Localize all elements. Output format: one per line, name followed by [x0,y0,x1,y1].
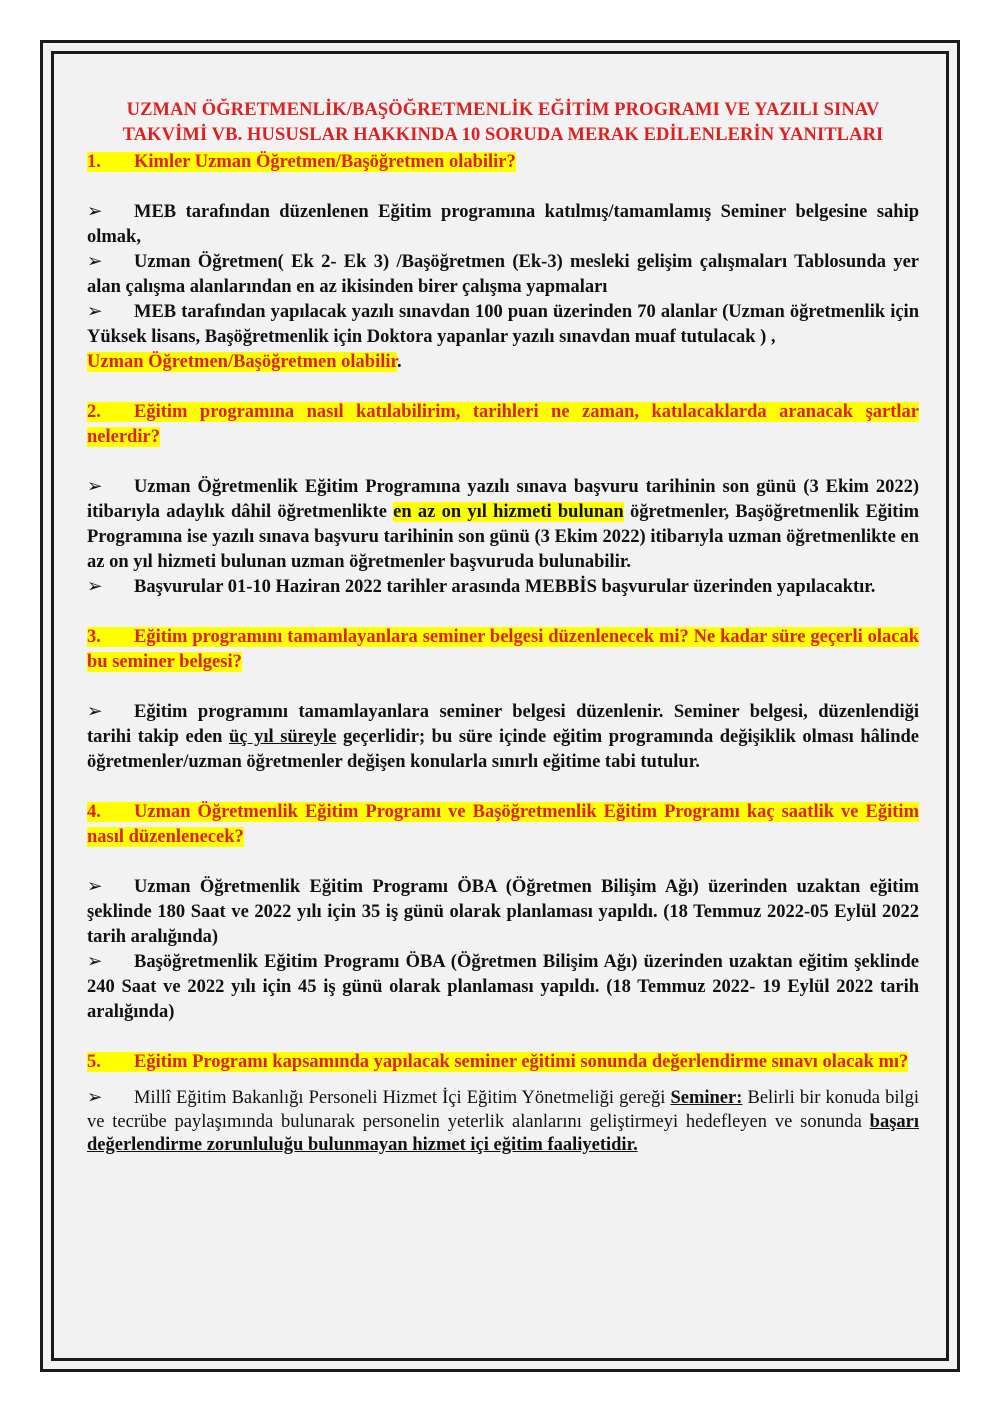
question-text: Uzman Öğretmenlik Eğitim Programı ve Başöğretmenlik Eğitim Programı kaç saatlik ve Eğitim nasıl düzenlenecek? [87,802,919,847]
question-number: 3. [87,627,101,647]
page-border-inner [51,51,949,1361]
question-number: 1. [87,152,101,172]
question-3 [87,625,919,675]
arrow-bullet-icon: ➢ [87,1088,103,1108]
q4-bullet-1: ➢ Uzman Öğretmenlik Eğitim Programı ÖBA (Öğretmen Bilişim Ağı) üzerinden uzaktan eğitim şeklinde 180 Saat ve 2022 yılı için 35 iş günü olarak planlaması yapıldı. (18 Temmuz 2022-05 Eylül 2022 tarih aralığında) [87,877,919,947]
question-5 [87,1050,919,1075]
title-line-1: UZMAN ÖĞRETMENLİK/BAŞÖĞRETMENLİK EĞİTİM PROGRAMI VE YAZILI SINAV [126,100,880,120]
page-border-outer [40,40,960,1372]
arrow-bullet-icon: ➢ [87,877,103,897]
q5-bullet-1: ➢ Millî Eğitim Bakanlığı Personeli Hizmet İçi Eğitim Yönetmeliği gereği Seminer: Belirli bir konuda bilgi ve tecrübe paylaşımında bulunarak personelin yeterlik alanlarını geliştirmeyi hedefleyen ve sonunda başarı değerlendirme zorunluluğu bulunmayan hizmet içi eğitim faaliyetidir. [87,1088,919,1155]
arrow-bullet-icon: ➢ [87,202,103,222]
q3-bullet-1: ➢ Eğitim programını tamamlayanlara seminer belgesi düzenlenir. Seminer belgesi, düzenlendiği tarihi takip eden üç yıl süreyle geçerlidir; bu süre içinde eğitim programında değişiklik olması hâlinde öğretmenler/uzman öğretmenler değişen konularla sınırlı eğitime tabi tutulur. [87,702,919,772]
term-seminer: Seminer: [670,1088,743,1108]
question-1 [87,150,919,175]
arrow-bullet-icon: ➢ [87,477,103,497]
title-line-2: TAKVİMİ VB. HUSUSLAR HAKKINDA 10 SORUDA MERAK EDİLENLERİN YANITLARI [122,125,884,145]
arrow-bullet-icon: ➢ [87,302,103,322]
document-title [87,98,919,148]
underlined-definition: başarı değerlendirme zorunluluğu bulunmayan hizmet içi eğitim faaliyetidir. [87,1111,919,1155]
q1-bullet-1: ➢ MEB tarafından düzenlenen Eğitim programına katılmış/tamamlamış Seminer belgesine sahip olmak, [87,202,919,247]
highlighted-text: en az on yıl hizmeti bulunan [393,502,624,522]
question-text: Eğitim programına nasıl katılabilirim, tarihleri ne zaman, katılacaklarda aranacak şartlar nelerdir? [87,402,919,447]
document-body [87,98,919,1158]
q1-conclusion: Uzman Öğretmen/Başöğretmen olabilir. [87,352,402,372]
arrow-bullet-icon: ➢ [87,577,103,597]
q4-bullet-2: ➢ Başöğretmenlik Eğitim Programı ÖBA (Öğretmen Bilişim Ağı) üzerinden uzaktan eğitim şeklinde 240 Saat ve 2022 yılı için 45 iş günü olarak planlaması yapıldı. (18 Temmuz 2022- 19 Eylül 2022 tarih aralığında) [87,952,919,1022]
question-number: 4. [87,802,101,822]
question-number: 5. [87,1052,101,1072]
q2-bullet-1: ➢ Uzman Öğretmenlik Eğitim Programına yazılı sınava başvuru tarihinin son günü (3 Ekim 2022) itibarıyla adaylık dâhil öğretmenlikte en az on yıl hizmeti bulunan öğretmenler, Başöğretmenlik Eğitim Programına ise yazılı sınava başvuru tarihinin son günü (3 Ekim 2022) itibarıyla uzman öğretmenlikte en az on yıl hizmeti bulunan uzman öğretmenler başvuruda bulunabilir. [87,477,919,572]
underlined-text: üç yıl süreyle [229,727,337,747]
question-text: Eğitim Programı kapsamında yapılacak seminer eğitimi sonunda değerlendirme sınavı olacak mı? [134,1052,909,1072]
question-4 [87,800,919,850]
arrow-bullet-icon: ➢ [87,952,103,972]
arrow-bullet-icon: ➢ [87,702,103,722]
question-text: Eğitim programını tamamlayanlara seminer belgesi düzenlenecek mi? Ne kadar süre geçerli olacak bu seminer belgesi? [87,627,919,672]
q1-bullet-3: ➢ MEB tarafından yapılacak yazılı sınavdan 100 puan üzerinden 70 alanlar (Uzman öğretmenlik için Yüksek lisans, Başöğretmenlik için Doktora yapanlar yazılı sınavdan muaf tutulacak ) , [87,302,919,347]
q1-bullet-2: ➢ Uzman Öğretmen( Ek 2- Ek 3) /Başöğretmen (Ek-3) mesleki gelişim çalışmaları Tablosunda yer alan çalışma alanlarından en az ikisinden birer çalışma yapmaları [87,252,919,297]
question-2 [87,400,919,450]
arrow-bullet-icon: ➢ [87,252,103,272]
question-text: Kimler Uzman Öğretmen/Başöğretmen olabilir? [134,152,516,172]
q2-bullet-2: ➢ Başvurular 01-10 Haziran 2022 tarihler arasında MEBBİS başvurular üzerinden yapılacaktır. [87,575,919,600]
question-number: 2. [87,402,101,422]
